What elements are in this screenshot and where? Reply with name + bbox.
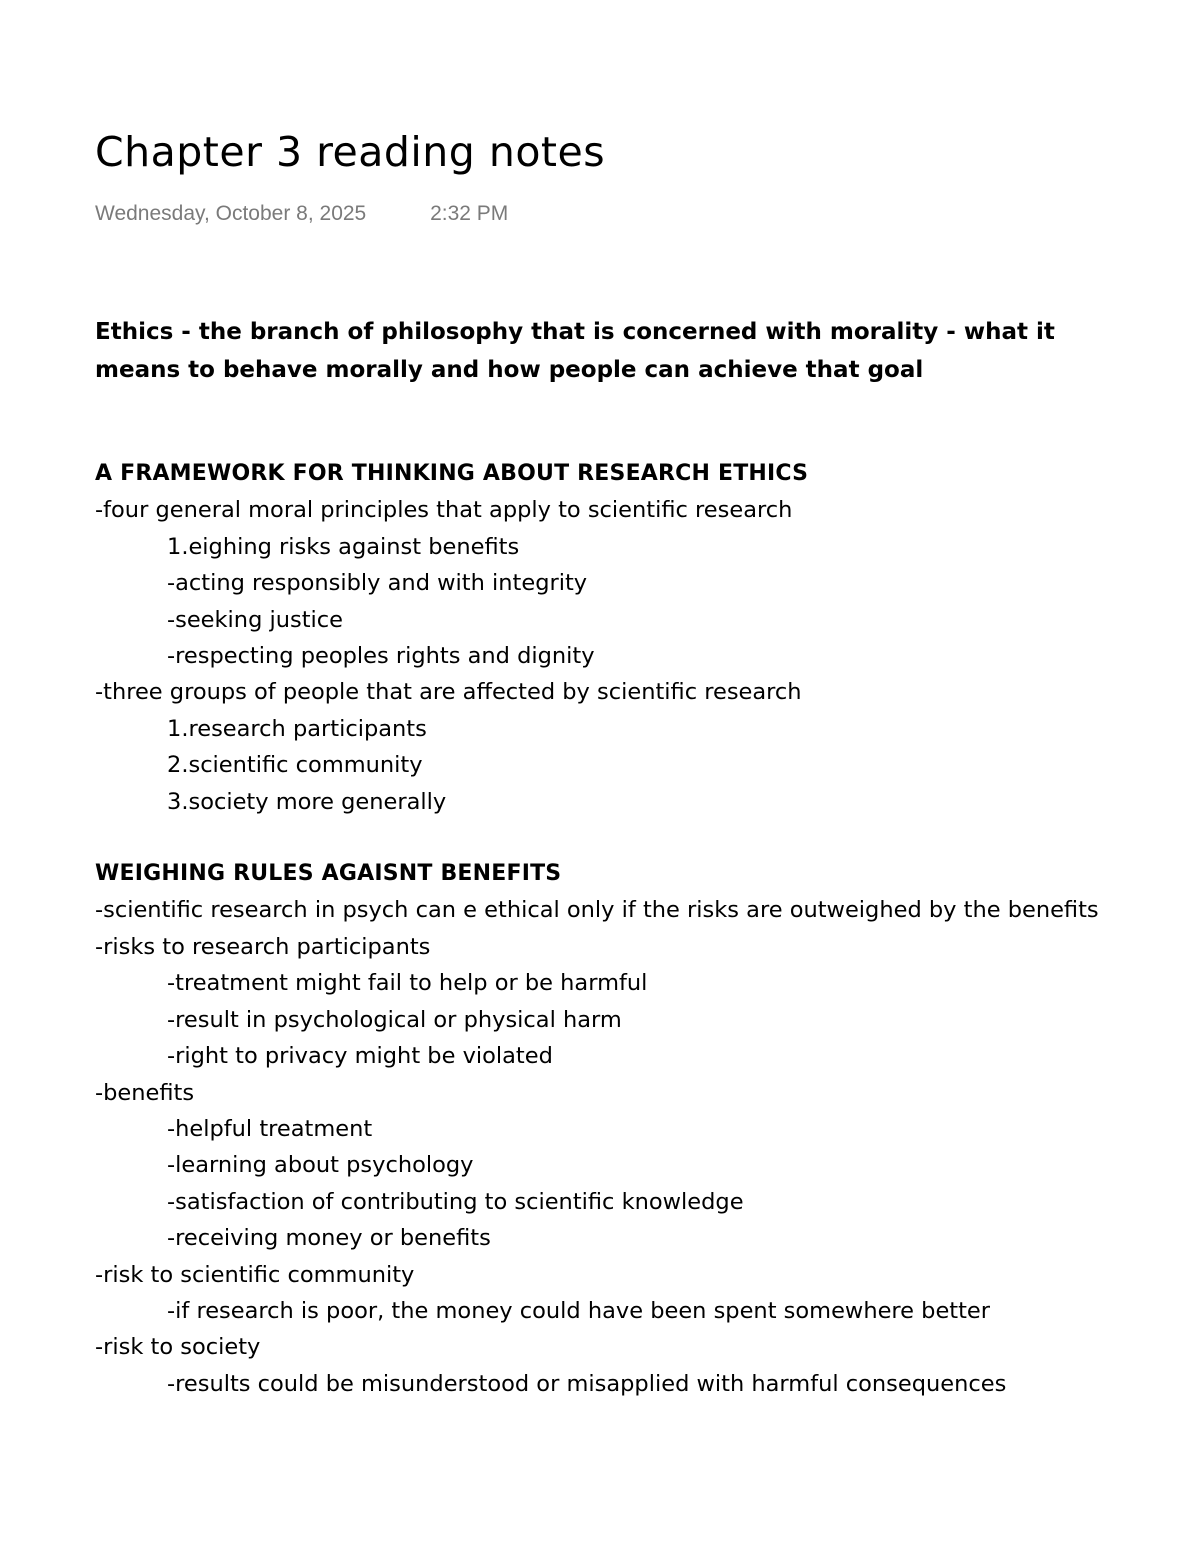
list-item: -respecting peoples rights and dignity xyxy=(167,643,595,670)
note-body xyxy=(95,456,1105,1402)
list-item: -scientific research in psych can e ethical only if the risks are outweighed by the benefits xyxy=(95,897,1099,924)
list-item: -four general moral principles that apply to scientific research xyxy=(95,497,793,524)
list-item: -receiving money or benefits xyxy=(167,1225,491,1252)
page-title: Chapter 3 reading notes xyxy=(95,128,606,176)
list-item: -seeking justice xyxy=(167,606,344,633)
note-date: Wednesday, October 8, 2025 xyxy=(95,202,367,225)
list-item: -helpful treatment xyxy=(167,1115,373,1142)
list-item: -acting responsibly and with integrity xyxy=(167,570,588,597)
list-item: -three groups of people that are affected by scientific research xyxy=(95,679,802,706)
section-heading-framework: A FRAMEWORK FOR THINKING ABOUT RESEARCH ETHICS xyxy=(95,461,809,486)
list-item: -if research is poor, the money could have been spent somewhere better xyxy=(167,1297,991,1324)
list-item: -result in psychological or physical harm xyxy=(167,1006,622,1033)
list-item: -risk to society xyxy=(95,1334,261,1361)
list-item: 1.research participants xyxy=(167,715,427,742)
list-item: -results could be misunderstood or misapplied with harmful consequences xyxy=(167,1370,1007,1397)
note-time: 2:32 PM xyxy=(430,202,509,225)
ethics-definition: Ethics - the branch of philosophy that is concerned with morality - what it means to behave morally and how people can achieve that goal xyxy=(95,319,1055,383)
list-item: -risk to scientific community xyxy=(95,1261,415,1288)
list-item: -satisfaction of contributing to scientific knowledge xyxy=(167,1188,744,1215)
section-heading-weighing: WEIGHING RULES AGAISNT BENEFITS xyxy=(95,861,562,887)
list-item: -treatment might fail to help or be harmful xyxy=(167,970,648,997)
note-timestamp xyxy=(95,202,508,226)
list-item: 3.society more generally xyxy=(167,788,447,815)
list-item: 1.eighing risks against benefits xyxy=(167,533,520,560)
section-spacer xyxy=(95,820,1105,856)
list-item: 2.scientific community xyxy=(167,752,423,779)
list-item: -learning about psychology xyxy=(167,1152,474,1179)
list-item: -benefits xyxy=(95,1079,195,1106)
list-item: -risks to research participants xyxy=(95,933,431,960)
list-item: -right to privacy might be violated xyxy=(167,1043,553,1070)
